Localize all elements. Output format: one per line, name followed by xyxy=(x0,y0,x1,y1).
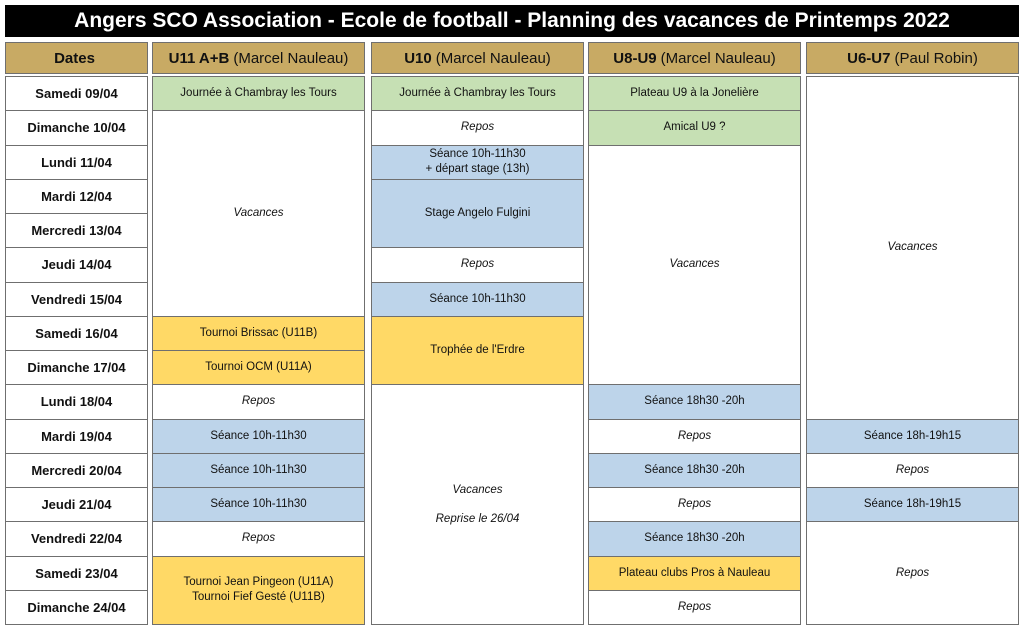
date-cell: Mardi 12/04 xyxy=(5,179,148,214)
schedule-cell xyxy=(588,76,801,111)
schedule-cell xyxy=(806,76,1019,420)
schedule-cell xyxy=(806,487,1019,522)
column-header-u11 xyxy=(152,42,365,74)
column-header-bold: U10 xyxy=(404,49,432,67)
schedule-cell xyxy=(588,556,801,591)
schedule-cell xyxy=(152,316,365,351)
column-header-u6u7 xyxy=(806,42,1019,74)
page-title: Angers SCO Association - Ecole de football - Planning des vacances de Printemps 2022 xyxy=(5,5,1019,37)
schedule-cell-line: Séance 10h-11h30 xyxy=(210,498,307,511)
column-header-dates xyxy=(5,42,148,74)
date-cell: Dimanche 17/04 xyxy=(5,350,148,385)
schedule-cell-line: Vacances xyxy=(233,207,284,219)
column-header-bold: U8-U9 xyxy=(613,49,657,67)
schedule-cell-line: Repos xyxy=(241,395,276,408)
schedule-cell-line: Plateau clubs Pros à Nauleau xyxy=(618,566,771,579)
schedule-cell xyxy=(371,282,584,317)
schedule-cell xyxy=(371,247,584,282)
schedule-cell xyxy=(152,419,365,454)
schedule-cell-line: Séance 10h-11h30 xyxy=(210,463,307,476)
schedule-cell-line: + départ stage (13h) xyxy=(425,163,530,176)
column-header-coach: (Paul Robin) xyxy=(894,49,978,67)
schedule-cell-line: Tournoi Jean Pingeon (U11A) xyxy=(183,576,334,589)
schedule-cell-line: Vacances xyxy=(669,258,720,271)
column-header-coach: (Marcel Nauleau) xyxy=(233,49,349,67)
schedule-cell xyxy=(588,419,801,454)
date-cell: Mardi 19/04 xyxy=(5,419,148,454)
column-header-bold: U6-U7 xyxy=(847,49,891,67)
schedule-cell xyxy=(806,453,1019,488)
date-cell: Dimanche 10/04 xyxy=(5,110,148,145)
date-cell: Vendredi 22/04 xyxy=(5,521,148,556)
column-header-u10 xyxy=(371,42,584,74)
schedule-cell-line: Stage Angelo Fulgini xyxy=(424,207,531,219)
schedule-cell xyxy=(588,590,801,625)
schedule-cell-line: Repos xyxy=(895,463,930,476)
schedule-cell-line: Repos xyxy=(460,258,495,271)
date-cell: Mercredi 20/04 xyxy=(5,453,148,488)
schedule-cell-line: Repos xyxy=(677,498,712,511)
date-cell: Mercredi 13/04 xyxy=(5,213,148,248)
date-cell: Samedi 16/04 xyxy=(5,316,148,351)
column-header-coach: (Marcel Nauleau) xyxy=(435,49,551,67)
schedule-cell xyxy=(152,521,365,556)
schedule-cell xyxy=(371,179,584,249)
schedule-cell xyxy=(371,316,584,386)
schedule-cell xyxy=(588,145,801,386)
schedule-cell xyxy=(152,110,365,317)
schedule-cell-line: Tournoi Fief Gesté (U11B) xyxy=(192,591,325,604)
schedule-cell xyxy=(588,384,801,419)
schedule-cell xyxy=(371,145,584,180)
schedule-cell-line: Tournoi Brissac (U11B) xyxy=(199,326,318,339)
schedule-cell xyxy=(152,487,365,522)
date-cell: Dimanche 24/04 xyxy=(5,590,148,625)
column-header-u8u9 xyxy=(588,42,801,74)
date-cell: Lundi 11/04 xyxy=(5,145,148,180)
schedule-cell-line: Séance 18h-19h15 xyxy=(863,429,962,442)
schedule-cell-line: Trophée de l'Erdre xyxy=(430,344,525,356)
schedule-cell-line: Tournoi OCM (U11A) xyxy=(205,361,312,374)
date-cell: Jeudi 14/04 xyxy=(5,247,148,282)
schedule-cell-line: Séance 10h-11h30 xyxy=(429,148,526,161)
schedule-cell xyxy=(588,110,801,145)
column-header-bold: U11 A+B xyxy=(168,49,230,67)
schedule-cell-line: Séance 18h-19h15 xyxy=(863,498,962,511)
date-cell: Samedi 09/04 xyxy=(5,76,148,111)
schedule-cell-line: Repos xyxy=(241,532,276,545)
schedule-cell-line: Repos xyxy=(677,600,712,613)
schedule-cell xyxy=(806,419,1019,454)
schedule-cell xyxy=(588,521,801,556)
schedule-cell-line: Repos xyxy=(460,121,495,134)
schedule-cell-line: Séance 10h-11h30 xyxy=(210,429,307,442)
schedule-cell-line: Séance 10h-11h30 xyxy=(429,292,526,305)
schedule-cell xyxy=(371,110,584,145)
schedule-cell xyxy=(588,487,801,522)
schedule-cell xyxy=(371,384,584,625)
schedule-cell-line: Repos xyxy=(895,566,930,579)
schedule-cell xyxy=(152,350,365,385)
schedule-cell xyxy=(152,384,365,419)
date-cell: Vendredi 15/04 xyxy=(5,282,148,317)
schedule-cell-line: Vacances xyxy=(452,483,503,496)
schedule-cell-line: Reprise le 26/04 xyxy=(435,512,520,525)
schedule-cell xyxy=(152,76,365,111)
schedule-cell-line: Journée à Chambray les Tours xyxy=(180,87,337,100)
schedule-cell-line: Séance 18h30 -20h xyxy=(644,532,745,545)
date-cell: Jeudi 21/04 xyxy=(5,487,148,522)
date-cell: Samedi 23/04 xyxy=(5,556,148,591)
schedule-cell-line: Séance 18h30 -20h xyxy=(644,463,745,476)
schedule-cell xyxy=(152,453,365,488)
schedule-cell-line: Séance 18h30 -20h xyxy=(644,395,745,408)
schedule-cell xyxy=(152,556,365,626)
schedule-cell-line: Plateau U9 à la Jonelière xyxy=(630,87,759,100)
column-header-bold: Dates xyxy=(54,49,95,67)
column-header-coach: (Marcel Nauleau) xyxy=(660,49,776,67)
schedule-cell-line: Journée à Chambray les Tours xyxy=(399,87,556,100)
schedule-cell-line: Amical U9 ? xyxy=(663,121,726,134)
schedule-cell-line: Vacances xyxy=(887,241,938,254)
date-cell: Lundi 18/04 xyxy=(5,384,148,419)
schedule-cell xyxy=(371,76,584,111)
schedule-cell xyxy=(806,521,1019,625)
schedule-cell-line: Repos xyxy=(677,429,712,442)
schedule-cell xyxy=(588,453,801,488)
